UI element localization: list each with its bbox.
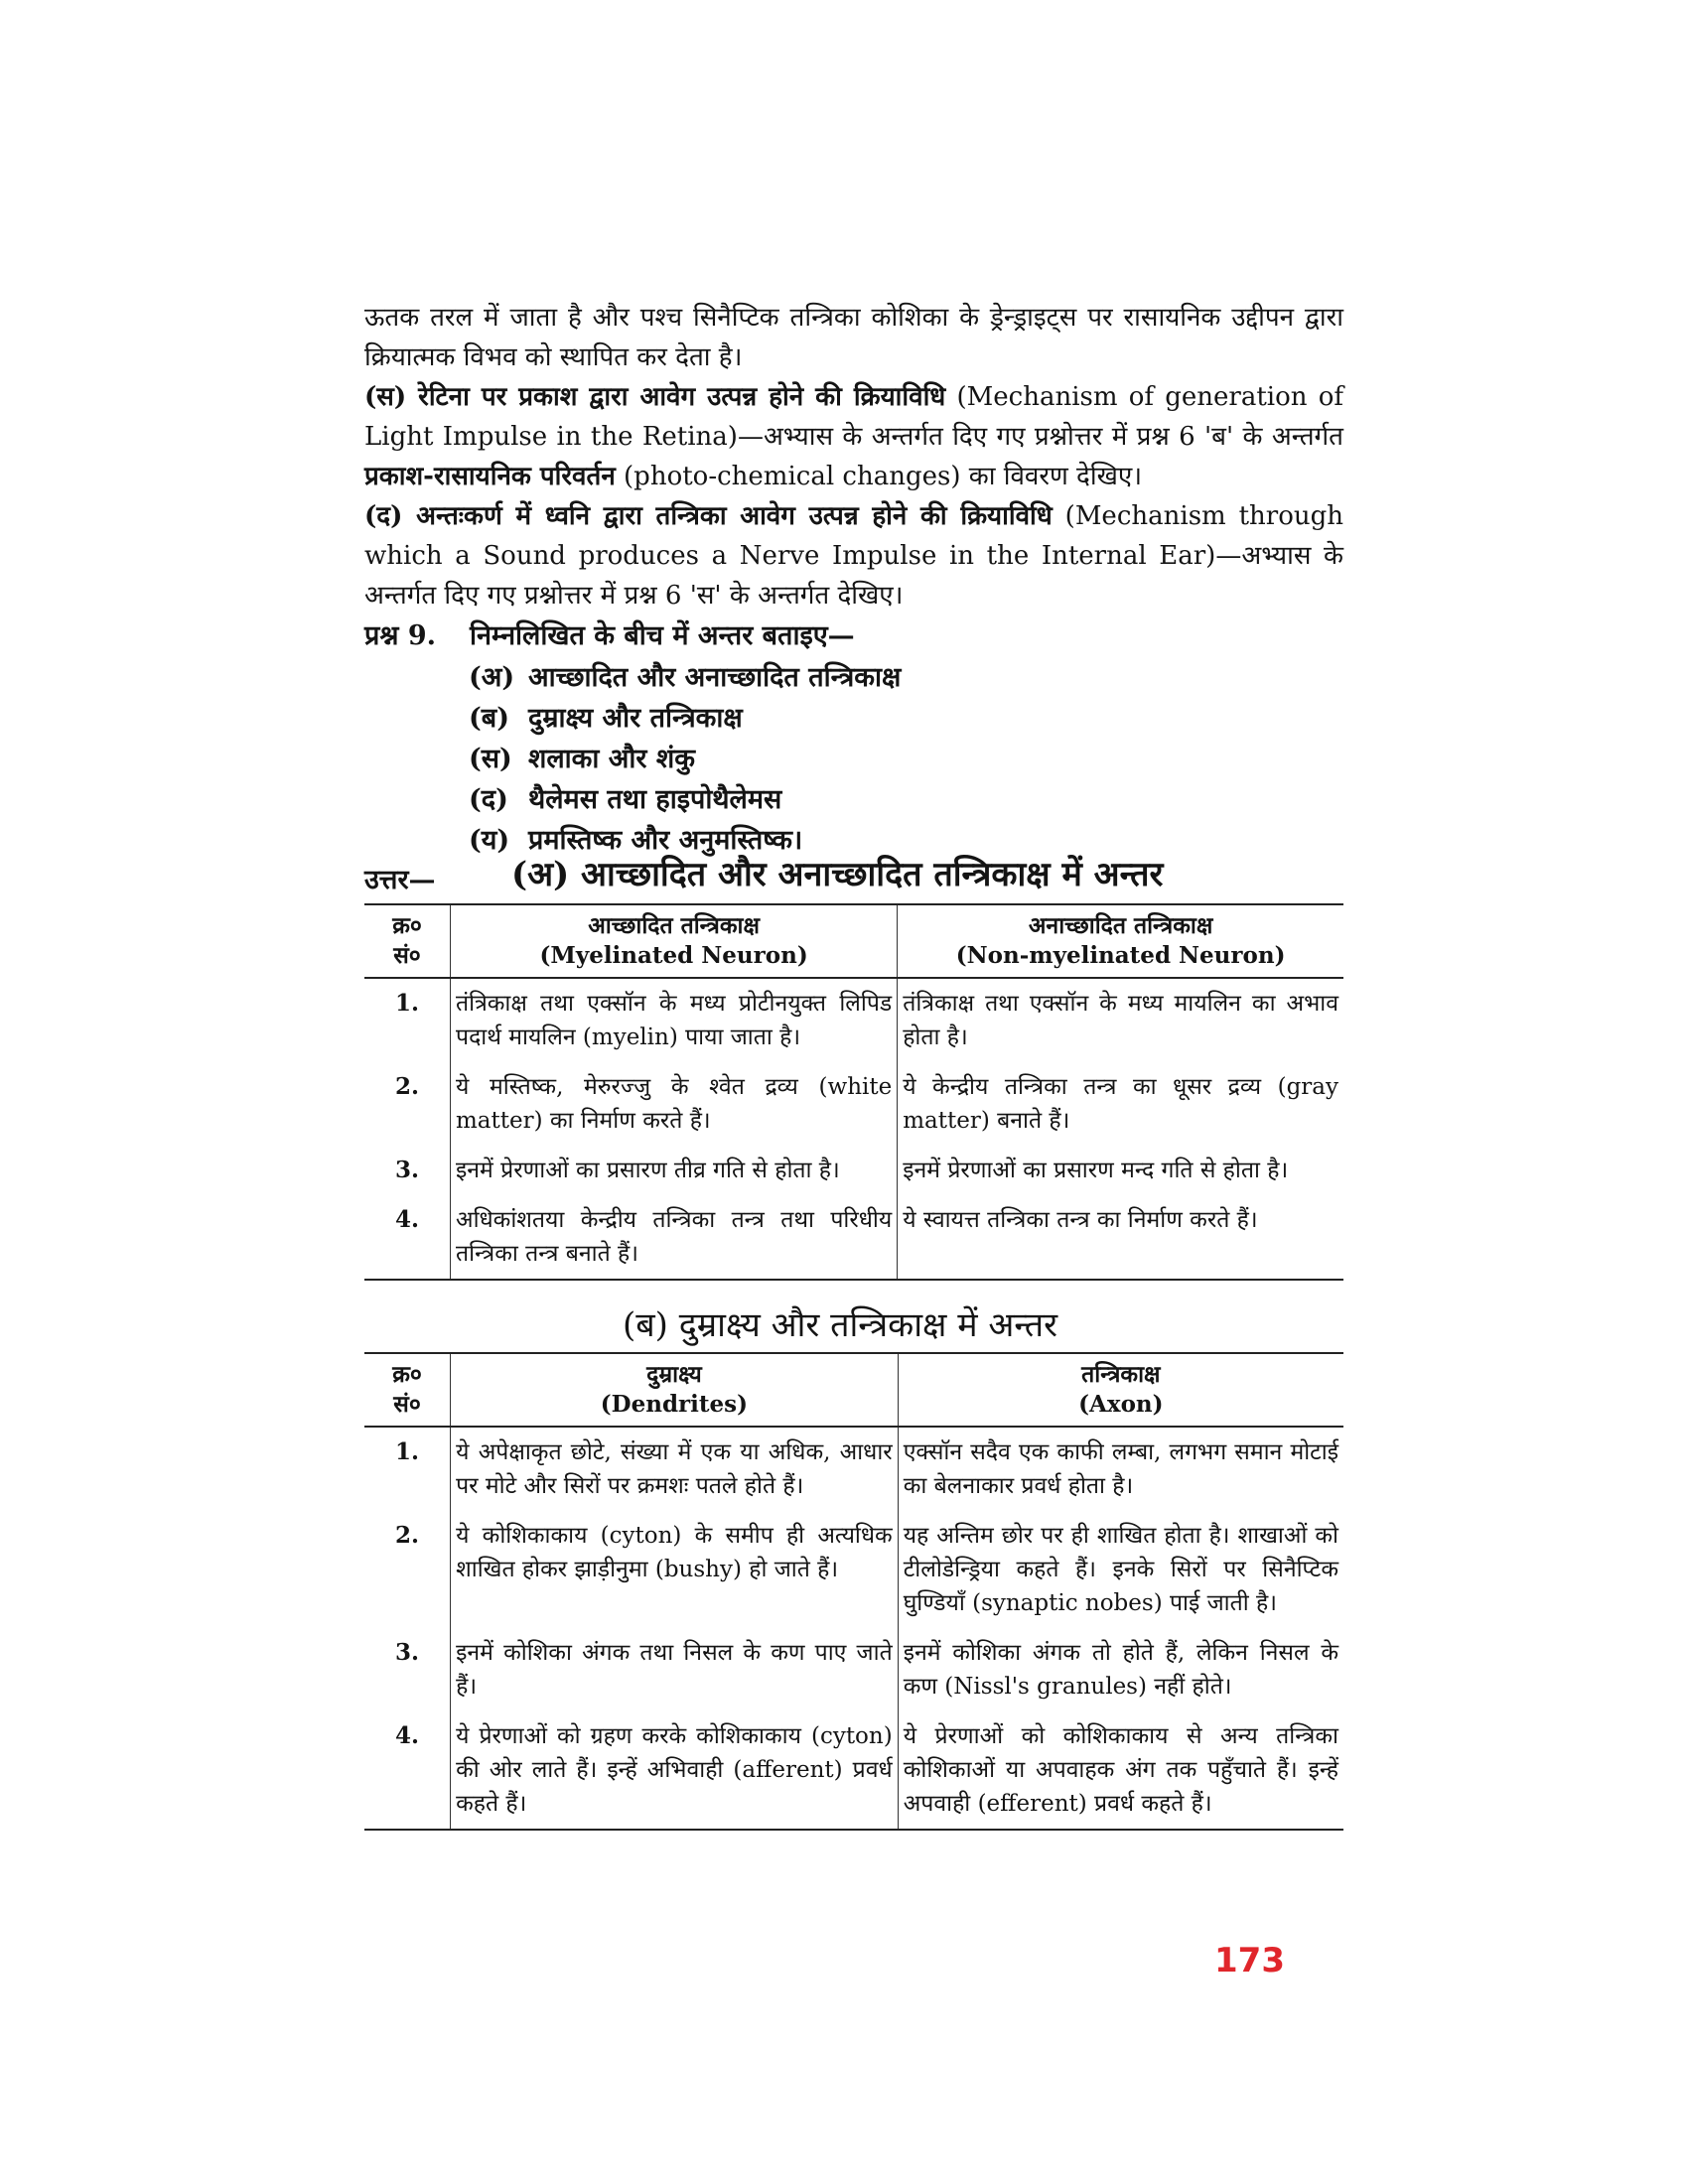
section-d-heading: (द) अन्तःकर्ण में ध्वनि द्वारा तन्त्रिका आवेग उत्पन्न होने की क्रियाविधि <box>364 501 1053 531</box>
question-option <box>469 739 901 779</box>
table-row <box>364 1427 1343 1511</box>
col1-cell: इनमें प्रेरणाओं का प्रसारण तीव्र गति से होता है। <box>451 1146 898 1195</box>
table-row <box>364 1062 1343 1146</box>
col2-header: अनाच्छादित तन्त्रिकाक्ष (Non-myelinated Neuron) <box>898 904 1343 978</box>
col2-cell: तंत्रिकाक्ष तथा एक्सॉन के मध्य मायलिन का अभाव होता है। <box>898 978 1343 1062</box>
section-d-text: (Mechanism through which a Sound produces a Nerve Impulse in the Internal Ear)—अभ्यास के अन्तर्गत दिए गए प्रश्नोत्तर में प्रश्न 6 'स' के अन्तर्गत देखिए। <box>364 501 1343 611</box>
option-text: दुम्राक्ष्य और तन्त्रिकाक्ष <box>528 703 743 734</box>
col2-cell: यह अन्तिम छोर पर ही शाखित होता है। शाखाओं को टीलोडेन्ड्रिया कहते हैं। इनके सिरों पर सिनैप्टिक घुण्डियाँ (synaptic nobes) पाई जाती है। <box>898 1511 1343 1628</box>
col2-cell: ये केन्द्रीय तन्त्रिका तन्त्र का धूसर द्रव्य (gray matter) बनाते हैं। <box>898 1062 1343 1146</box>
table-dendrites-vs-axon <box>364 1352 1343 1831</box>
col2-cell: इनमें प्रेरणाओं का प्रसारण मन्द गति से होता है। <box>898 1146 1343 1195</box>
question-option <box>469 779 901 820</box>
section-s-term: प्रकाश-रासायनिक परिवर्तन <box>364 462 616 491</box>
row-number: 3. <box>394 1157 419 1183</box>
question-options <box>469 657 901 861</box>
col2-cell: ये प्रेरणाओं को कोशिकाकाय से अन्य तन्त्रिका कोशिकाओं या अपवाहक अंग तक पहुँचाते हैं। इन्हें अपवाही (efferent) प्रवर्ध कहते हैं। <box>898 1711 1343 1830</box>
row-number: 2. <box>395 1522 420 1549</box>
row-number: 2. <box>394 1073 419 1100</box>
question-option <box>469 657 901 698</box>
row-number: 4. <box>364 1195 451 1280</box>
section-s-paragraph <box>364 377 1343 496</box>
col1-header: दुम्राक्ष्य (Dendrites) <box>451 1353 899 1427</box>
option-text: थैलेमस तथा हाइपोथैलेमस <box>528 784 782 815</box>
serial-header: क्र० सं० <box>364 1353 451 1427</box>
col1-cell: ये कोशिकाकाय (cyton) के समीप ही अत्यधिक शाखित होकर झाड़ीनुमा (bushy) हो जाते हैं। <box>451 1511 899 1628</box>
row-number: 3. <box>395 1639 420 1666</box>
table-row <box>364 1195 1343 1280</box>
section-s-text-b: (photo-chemical changes) का विवरण देखिए। <box>615 462 1143 491</box>
option-marker: (स) <box>469 744 512 774</box>
table-myelinated-vs-non-myelinated <box>364 903 1343 1281</box>
table-a-title: (अ) आच्छादित और अनाच्छादित तन्त्रिकाक्ष में अन्तर <box>511 855 1164 894</box>
option-marker: (य) <box>469 825 510 856</box>
col2-header: तन्त्रिकाक्ष (Axon) <box>898 1353 1343 1427</box>
option-marker: (ब) <box>469 703 509 734</box>
table-row <box>364 1511 1343 1628</box>
page-number: 173 <box>1214 1941 1285 1980</box>
option-text: प्रमस्तिष्क और अनुमस्तिष्क। <box>528 825 803 856</box>
col1-cell: तंत्रिकाक्ष तथा एक्सॉन के मध्य प्रोटीनयुक्त लिपिड पदार्थ मायलिन (myelin) पाया जाता है। <box>451 978 898 1062</box>
col2-cell: ये स्वायत्त तन्त्रिका तन्त्र का निर्माण करते हैं। <box>898 1195 1343 1280</box>
col1-cell: ये मस्तिष्क, मेरुरज्जु के श्वेत द्रव्य (white matter) का निर्माण करते हैं। <box>451 1062 898 1146</box>
col1-cell: ये अपेक्षाकृत छोटे, संख्या में एक या अधिक, आधार पर मोटे और सिरों पर क्रमशः पतले होते हैं। <box>451 1427 899 1511</box>
col2-cell: एक्सॉन सदैव एक काफी लम्बा, लगभग समान मोटाई का बेलनाकार प्रवर्ध होता है। <box>898 1427 1343 1511</box>
table-row <box>364 1628 1343 1711</box>
answer-label: उत्तर— <box>364 865 436 895</box>
intro-paragraph: ऊतक तरल में जाता है और पश्च सिनैप्टिक तन्त्रिका कोशिका के ड्रेन्ड्राइट्स पर रासायनिक उद्दीपन द्वारा क्रियात्मक विभव को स्थापित कर देता है। <box>364 303 1343 372</box>
col2-cell: इनमें कोशिका अंगक तो होते हैं, लेकिन निसल के कण (Nissl's granules) नहीं होते। <box>898 1628 1343 1711</box>
question-text: निम्नलिखित के बीच में अन्तर बताइए— <box>470 620 855 651</box>
row-number: 1. <box>395 1438 420 1465</box>
row-number: 1. <box>394 990 419 1017</box>
section-s-text-a: (Mechanism of generation of Light Impulse in the Retina)—अभ्यास के अन्तर्गत दिए गए प्रश्नोत्तर में प्रश्न 6 'ब' के अन्तर्गत <box>364 382 1343 452</box>
serial-header: क्र० सं० <box>364 904 451 978</box>
table-b-title: (ब) दुम्राक्ष्य और तन्त्रिकाक्ष में अन्तर <box>623 1305 1058 1345</box>
section-s-heading: (स) रेटिना पर प्रकाश द्वारा आवेग उत्पन्न होने की क्रियाविधि <box>364 382 946 412</box>
table-row <box>364 1711 1343 1830</box>
col1-header: आच्छादित तन्त्रिकाक्ष (Myelinated Neuron) <box>451 904 898 978</box>
question-label: प्रश्न 9. <box>364 620 437 651</box>
col1-cell: इनमें कोशिका अंगक तथा निसल के कण पाए जाते हैं। <box>451 1628 899 1711</box>
table-row <box>364 978 1343 1062</box>
table-row <box>364 1146 1343 1195</box>
col1-cell: अधिकांशतया केन्द्रीय तन्त्रिका तन्त्र तथा परिधीय तन्त्रिका तन्त्र बनाते हैं। <box>451 1195 898 1280</box>
section-d-paragraph <box>364 496 1343 615</box>
question-9 <box>364 617 855 655</box>
option-marker: (अ) <box>469 662 515 693</box>
option-text: शलाका और शंकु <box>528 744 695 774</box>
table-header-row <box>364 1353 1343 1427</box>
option-marker: (द) <box>469 784 508 815</box>
row-number: 4. <box>364 1711 451 1830</box>
question-option <box>469 698 901 739</box>
col1-cell: ये प्रेरणाओं को ग्रहण करके कोशिकाकाय (cyton) की ओर लाते हैं। इन्हें अभिवाही (afferent) प्रवर्ध कहते हैं। <box>451 1711 899 1830</box>
option-text: आच्छादित और अनाच्छादित तन्त्रिकाक्ष <box>528 662 902 693</box>
table-header-row <box>364 904 1343 978</box>
